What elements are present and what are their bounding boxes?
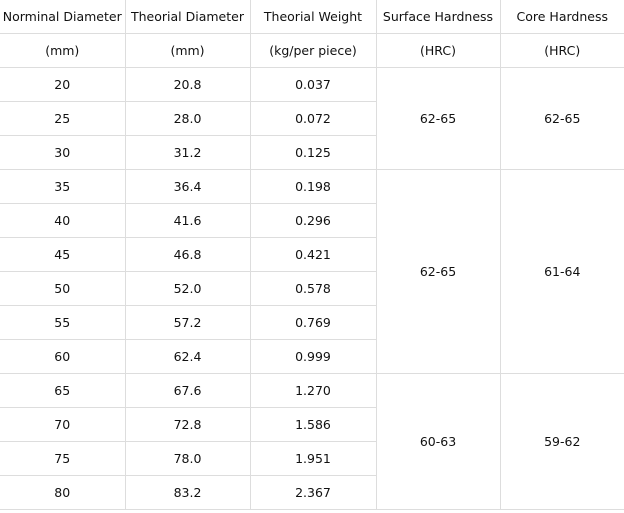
cell-weight: 0.072 [250, 102, 376, 136]
cell-diameter: 72.8 [125, 408, 250, 442]
cell-surface-hardness: 62-65 [376, 170, 500, 374]
cell-core-hardness: 59-62 [500, 374, 624, 510]
unit-nominal-diameter: (mm) [0, 34, 125, 68]
cell-nominal: 20 [0, 68, 125, 102]
table-row [0, 68, 624, 102]
cell-surface-hardness: 60-63 [376, 374, 500, 510]
cell-diameter: 62.4 [125, 340, 250, 374]
header-nominal-diameter: Norminal Diameter [0, 0, 125, 34]
cell-weight: 1.951 [250, 442, 376, 476]
cell-nominal: 45 [0, 238, 125, 272]
unit-surface-hardness: (HRC) [376, 34, 500, 68]
cell-weight: 0.037 [250, 68, 376, 102]
cell-diameter: 52.0 [125, 272, 250, 306]
cell-weight: 0.999 [250, 340, 376, 374]
header-core-hardness: Core Hardness [500, 0, 624, 34]
cell-diameter: 46.8 [125, 238, 250, 272]
cell-nominal: 65 [0, 374, 125, 408]
cell-diameter: 83.2 [125, 476, 250, 510]
header-theorial-weight: Theorial Weight [250, 0, 376, 34]
unit-theorial-diameter: (mm) [125, 34, 250, 68]
cell-nominal: 55 [0, 306, 125, 340]
cell-weight: 0.296 [250, 204, 376, 238]
cell-weight: 2.367 [250, 476, 376, 510]
cell-nominal: 60 [0, 340, 125, 374]
cell-nominal: 30 [0, 136, 125, 170]
cell-nominal: 40 [0, 204, 125, 238]
table-row [0, 374, 624, 408]
header-row [0, 0, 624, 34]
cell-diameter: 20.8 [125, 68, 250, 102]
cell-core-hardness: 61-64 [500, 170, 624, 374]
table-head [0, 0, 624, 68]
cell-diameter: 41.6 [125, 204, 250, 238]
cell-nominal: 25 [0, 102, 125, 136]
cell-diameter: 67.6 [125, 374, 250, 408]
header-surface-hardness: Surface Hardness [376, 0, 500, 34]
cell-diameter: 28.0 [125, 102, 250, 136]
header-theorial-diameter: Theorial Diameter [125, 0, 250, 34]
cell-diameter: 31.2 [125, 136, 250, 170]
units-row [0, 34, 624, 68]
table-row [0, 170, 624, 204]
cell-nominal: 80 [0, 476, 125, 510]
cell-nominal: 50 [0, 272, 125, 306]
cell-diameter: 78.0 [125, 442, 250, 476]
cell-weight: 0.578 [250, 272, 376, 306]
table-body [0, 68, 624, 510]
cell-weight: 1.270 [250, 374, 376, 408]
cell-weight: 1.586 [250, 408, 376, 442]
cell-core-hardness: 62-65 [500, 68, 624, 170]
cell-weight: 0.125 [250, 136, 376, 170]
unit-theorial-weight: (kg/per piece) [250, 34, 376, 68]
cell-nominal: 35 [0, 170, 125, 204]
cell-nominal: 75 [0, 442, 125, 476]
cell-diameter: 36.4 [125, 170, 250, 204]
cell-weight: 0.198 [250, 170, 376, 204]
unit-core-hardness: (HRC) [500, 34, 624, 68]
cell-weight: 0.421 [250, 238, 376, 272]
cell-weight: 0.769 [250, 306, 376, 340]
cell-diameter: 57.2 [125, 306, 250, 340]
cell-nominal: 70 [0, 408, 125, 442]
cell-surface-hardness: 62-65 [376, 68, 500, 170]
